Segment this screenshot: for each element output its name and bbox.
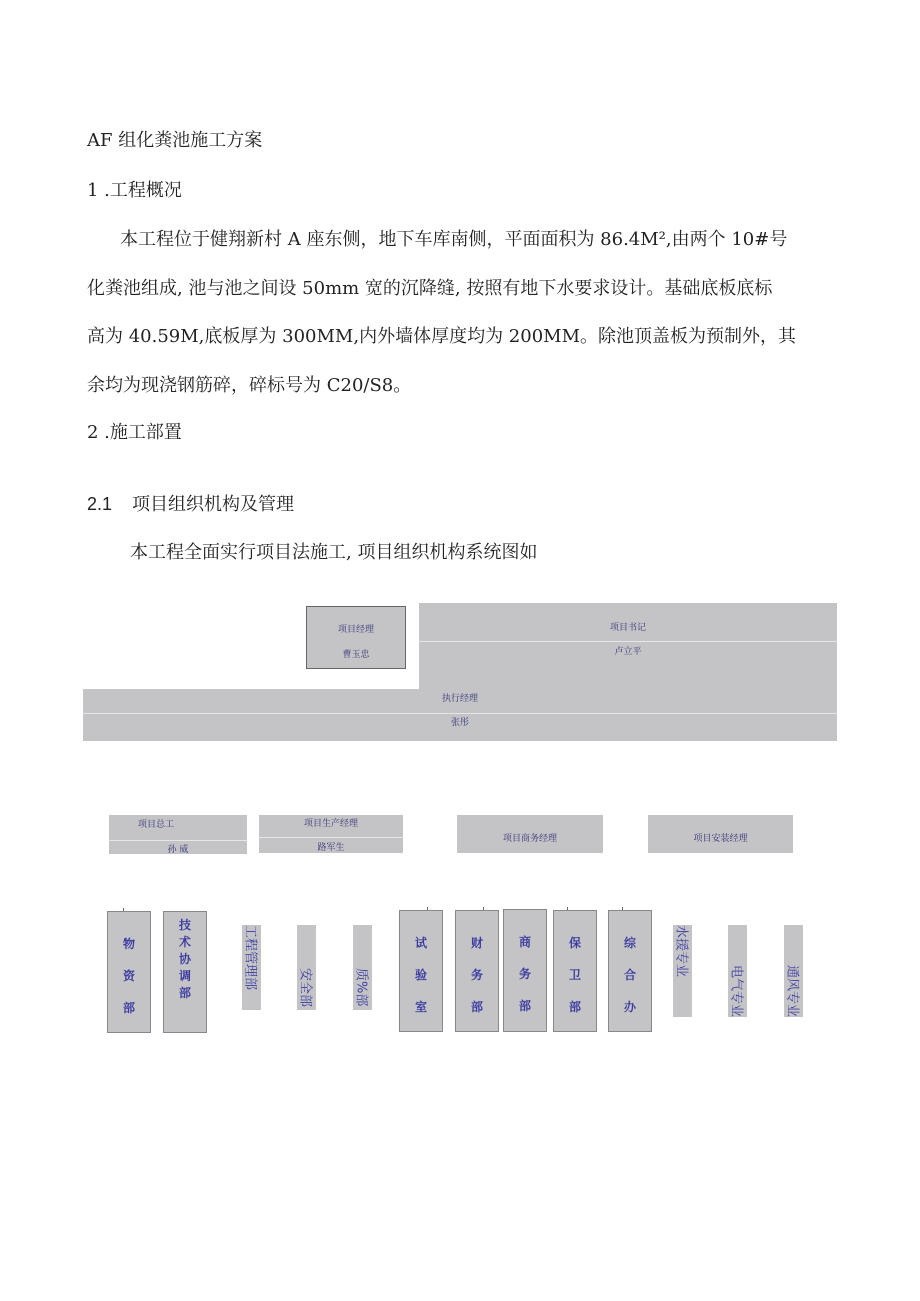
dept-label: 物 资 部 <box>122 937 135 1015</box>
dept-label: 技 术 协 调 部 <box>178 918 191 1000</box>
dept-engineering-mgmt <box>242 925 261 1010</box>
dept-general-office <box>608 910 652 1032</box>
overview-paragraph <box>87 216 837 410</box>
connector-tick <box>622 907 623 910</box>
dept-electrical <box>728 925 747 1017</box>
pm-name: 曹玉忠 <box>342 650 370 660</box>
connector-tick <box>483 907 484 910</box>
dept-label: 保 卫 部 <box>568 936 581 1014</box>
divider <box>419 641 837 642</box>
dept-materials <box>107 911 151 1033</box>
dept-label: 工程管理部 <box>242 925 257 991</box>
exec-manager-box <box>83 689 837 741</box>
dept-label: 通风专业 <box>784 965 799 1018</box>
install-title: 项目安装经理 <box>693 834 748 844</box>
dept-quality <box>353 925 372 1010</box>
exec-name: 张彤 <box>450 718 469 728</box>
pm-title: 项目经理 <box>337 625 374 635</box>
divider <box>83 713 837 714</box>
divider <box>259 837 403 838</box>
dept-tech-coordination <box>163 911 207 1033</box>
dept-label: 水援专业 <box>673 925 688 978</box>
dept-label: 试 验 室 <box>414 936 427 1014</box>
section-heading-1: 1 .工程概况 <box>87 180 182 201</box>
dept-label: 安全部 <box>297 968 312 1008</box>
dept-label: 财 务 部 <box>470 936 483 1014</box>
chief-title: 项目总工 <box>138 820 175 830</box>
prod-title: 项目生产经理 <box>303 819 358 829</box>
business-manager-box <box>457 815 603 853</box>
heading-text: 项目组织机构及管理 <box>132 494 295 515</box>
chief-engineer-box <box>109 815 247 854</box>
dept-label: 商 务 部 <box>518 935 531 1013</box>
para-line: 高为 40.59M,底板厚为 300MM,内外墙体厚度均为 200MM。除池顶盖板为预制外，其 <box>87 326 797 347</box>
secretary-name: 卢立平 <box>614 647 642 657</box>
pm-box <box>306 606 406 669</box>
divider <box>109 840 247 841</box>
para-line: 本工程位于健翔新村 A 座东侧，地下车库南侧，平面面积为 86.4M²,由两个 10#号 <box>120 229 788 250</box>
dept-business <box>503 909 547 1032</box>
connector-tick <box>123 908 124 911</box>
dept-label: 电气专业 <box>728 965 743 1018</box>
dept-hvac-water <box>673 925 692 1017</box>
section-heading-2: 2 .施工部置 <box>87 422 182 443</box>
dept-safety <box>297 925 316 1010</box>
connector-tick <box>567 907 568 910</box>
secretary-title: 项目书记 <box>609 623 646 633</box>
install-manager-box <box>648 815 793 853</box>
biz-title: 项目商务经理 <box>502 834 557 844</box>
heading-number: 2.1 <box>87 494 113 514</box>
secretary-box <box>419 603 837 689</box>
prod-name: 路军生 <box>317 843 345 853</box>
para-line: 余均为现浇钢筋碎，碎标号为 C20/S8。 <box>87 374 412 396</box>
para-line: 化粪池组成, 池与池之间设 50mm 宽的沉降缝, 按照有地下水要求设计。基础底板底标 <box>87 277 773 299</box>
org-intro-text: 本工程全面实行项目法施工, 项目组织机构系统图如 <box>130 542 538 563</box>
connector-tick <box>427 907 428 910</box>
dept-laboratory <box>399 910 443 1032</box>
exec-title: 执行经理 <box>441 694 478 704</box>
dept-label: 质%部 <box>353 968 368 1007</box>
dept-finance <box>455 910 499 1032</box>
dept-ventilation <box>784 925 803 1017</box>
production-manager-box <box>259 815 403 853</box>
doc-title: AF 组化粪池施工方案 <box>87 130 263 151</box>
dept-label: 综 合 办 <box>623 936 636 1014</box>
chief-name: 孙 威 <box>167 845 189 855</box>
dept-security <box>553 910 597 1032</box>
section-heading-2-1 <box>87 490 294 516</box>
